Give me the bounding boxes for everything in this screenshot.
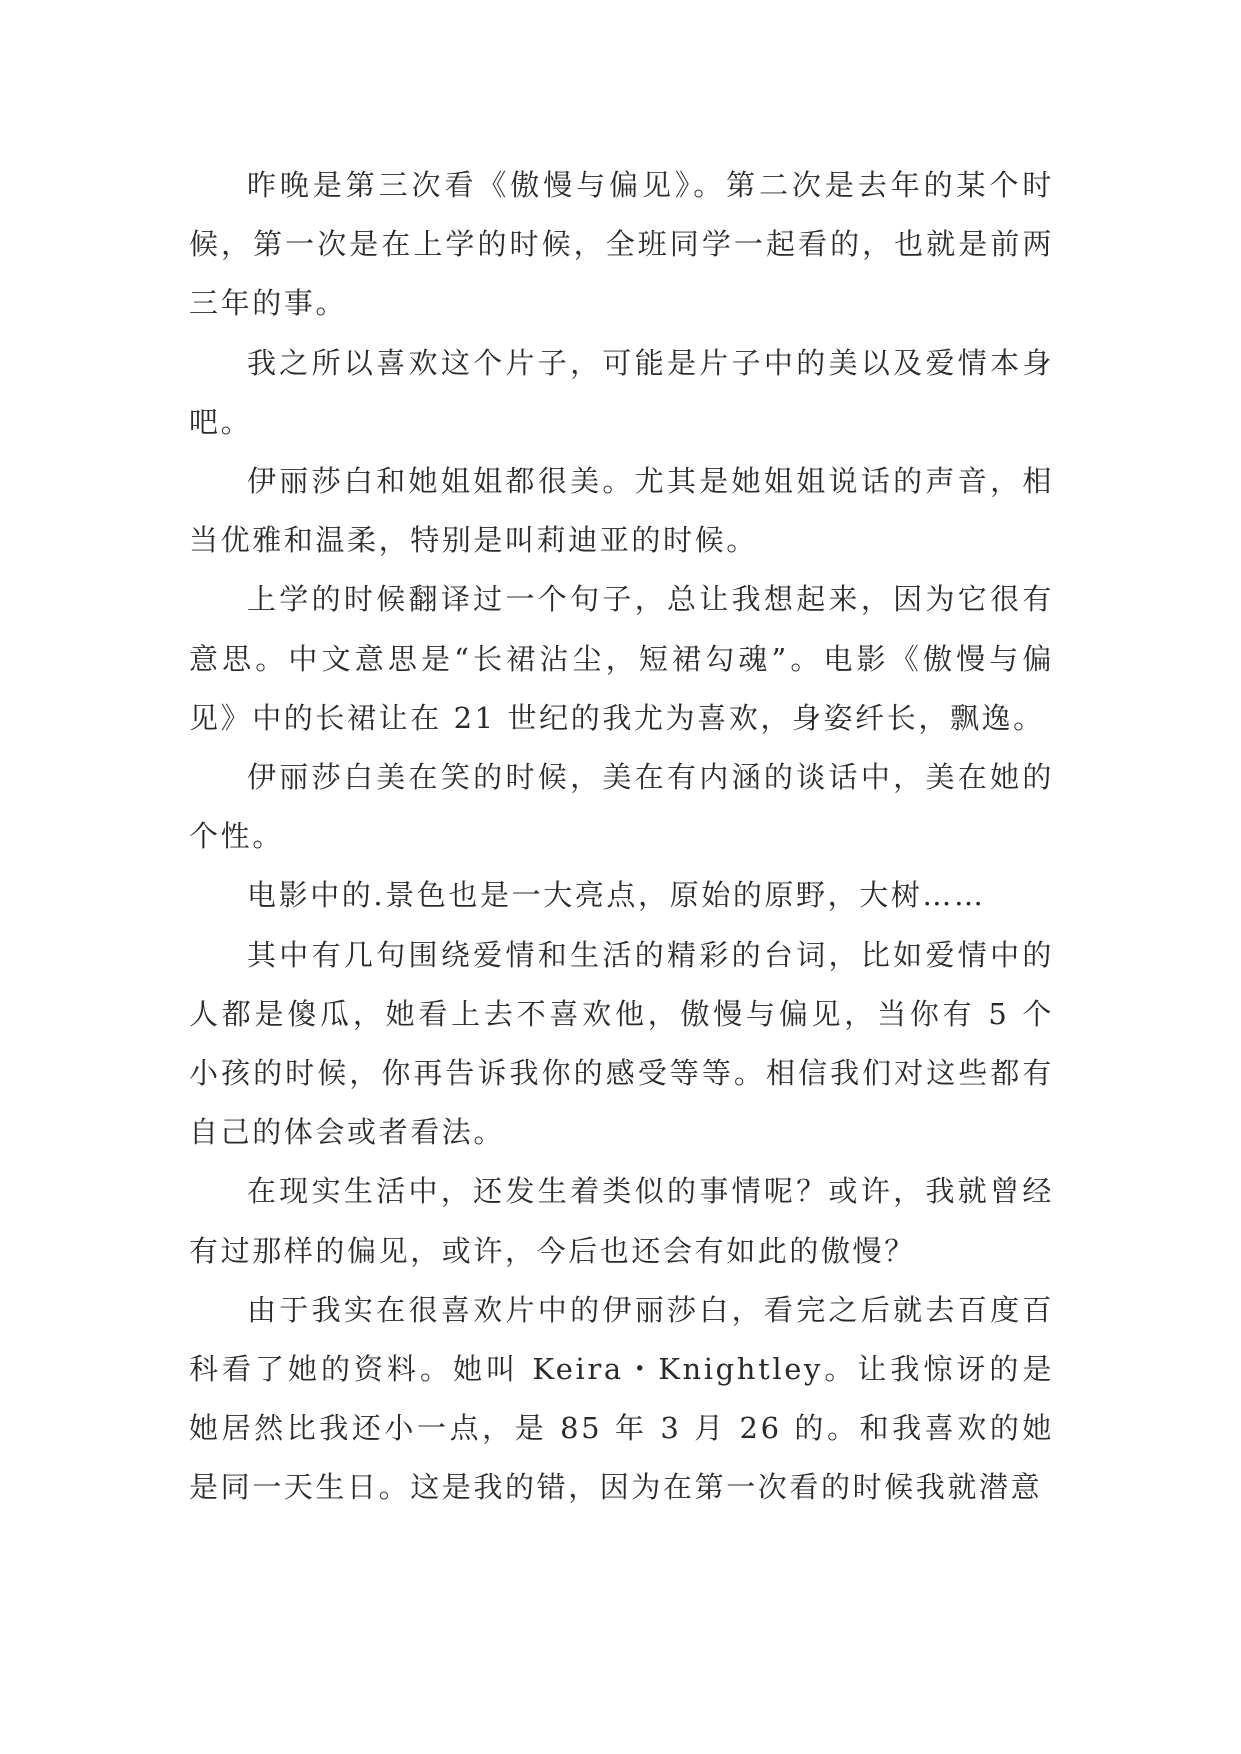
paragraph-5: 伊丽莎白美在笑的时候，美在有内涵的谈话中，美在她的个性。: [189, 760, 1054, 854]
paragraph-8: 在现实生活中，还发生着类似的事情呢？或许，我就曾经有过那样的偏见，或许，今后也还会有如此的傲慢？: [189, 1174, 1054, 1268]
paragraph-2: 我之所以喜欢这个片子，可能是片子中的美以及爱情本身吧。: [189, 345, 1054, 439]
paragraph-1: 昨晚是第三次看《傲慢与偏见》。第二次是去年的某个时候，第一次是在上学的时候，全班同学一起看的，也就是前两三年的事。: [189, 168, 1054, 321]
paragraph-7: 其中有几句围绕爱情和生活的精彩的台词，比如爱情中的人都是傻瓜，她看上去不喜欢他，傲慢与偏见，当你有 5 个小孩的时候，你再告诉我你的感受等等。相信我们对这些都有自己的体会或者看法。: [189, 937, 1054, 1150]
document-body: [189, 156, 1054, 1518]
paragraph-3: 伊丽莎白和她姐姐都很美。尤其是她姐姐说话的声音，相当优雅和温柔，特别是叫莉迪亚的时候。: [189, 464, 1054, 558]
paragraph-4: 上学的时候翻译过一个句子，总让我想起来，因为它很有意思。中文意思是“长裙沾尘，短裙勾魂”。电影《傲慢与偏见》中的长裙让在 21 世纪的我尤为喜欢，身姿纤长，飘逸。: [189, 582, 1054, 735]
paragraph-9: 由于我实在很喜欢片中的伊丽莎白，看完之后就去百度百科看了她的资料。她叫 Keira・Knightley。让我惊讶的是她居然比我还小一点，是 85 年 3 月 26 的。和我喜欢的她是同一天生日。这是我的错，因为在第一次看的时候我就潜意: [189, 1292, 1054, 1505]
paragraph-6: 电影中的.景色也是一大亮点，原始的原野，大树……: [247, 878, 986, 913]
